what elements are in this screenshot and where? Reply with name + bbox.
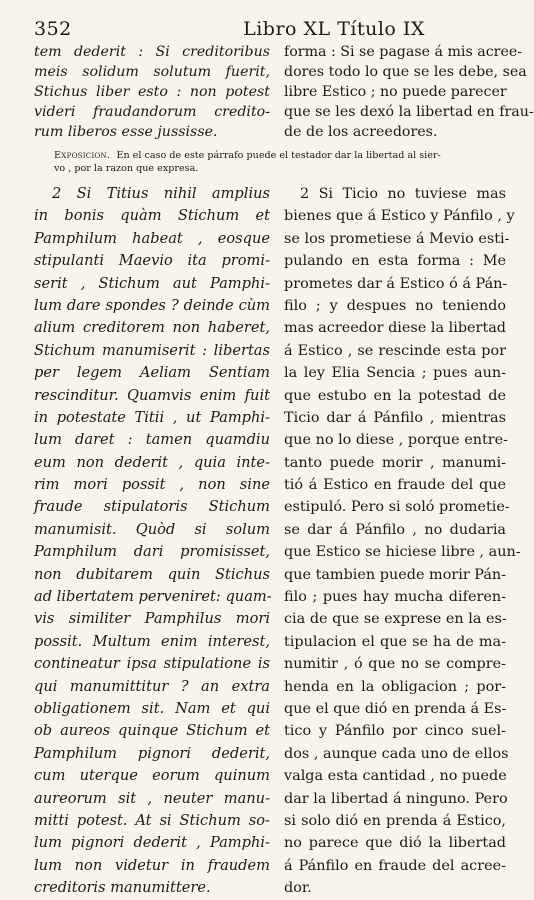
spanish-line: mas acreedor diese la libertad (284, 320, 507, 337)
latin-line: ob aureos quinque Stichum et (34, 722, 270, 740)
spanish-line: bienes que á Estico y Pánfilo , y (284, 208, 515, 225)
spanish-line: estipuló. Pero si soló prometie- (284, 499, 510, 516)
latin-line: Pamphilum habeat , eosque (34, 229, 270, 247)
spanish-text-continued (284, 42, 534, 142)
exposition-label: Exposicion. (54, 150, 111, 161)
spanish-line: que estubo en la potestad de (284, 387, 506, 404)
latin-line: 2 Si Titius nihil amplius (52, 185, 270, 202)
page-number: 352 (34, 18, 72, 40)
spanish-line: dor. (284, 880, 312, 897)
spanish-line: que Estico se hiciese libre , aun- (284, 544, 521, 561)
latin-line: lum pignori dederit , Pamphi- (34, 834, 270, 852)
latin-line: videri fraudandorum credito- (34, 104, 270, 120)
spanish-line: que el que dió en prenda á Es- (284, 700, 507, 717)
latin-line: cum uterque eorum quinum (34, 767, 270, 785)
latin-line: Pamphilum pignori dederit, (34, 744, 270, 762)
latin-line: contineatur ipsa stipulatione is (34, 655, 270, 673)
latin-line: alium creditorem non haberet, (34, 319, 270, 337)
spanish-line: filo ; y despues no teniendo (284, 297, 506, 314)
spanish-line: prometes dar á Estico ó á Pán- (284, 275, 508, 292)
spanish-line: se dar á Pánfilo , no dudaria (284, 521, 506, 538)
spanish-line: que tambien puede morir Pán- (284, 566, 507, 583)
spanish-line: numitir , ó que no se compre- (284, 656, 506, 673)
spanish-line: tanto puede morir , manumi- (284, 454, 506, 471)
latin-line: lum daret : tamen quamdiu (34, 431, 270, 449)
spanish-line: la ley Elia Sencia ; pues aun- (284, 365, 506, 382)
latin-line: lum non videtur in fraudem (34, 856, 270, 874)
spanish-line: dores todo lo que se les debe, sea (284, 64, 527, 80)
spanish-line: se los prometiese á Mevio esti- (284, 230, 510, 247)
latin-line: lum dare spondes ? deinde cùm (34, 296, 270, 314)
spanish-line: á Pánfilo en fraude del acree- (284, 857, 506, 874)
latin-line: obligationem sit. Nam et qui (34, 699, 270, 717)
latin-line: aureorum sit , neuter manu- (34, 789, 270, 807)
spanish-line: no parece que dió la libertad (284, 835, 506, 852)
spanish-line: forma : Si se pagase á mis acree- (284, 44, 523, 60)
spanish-line: filo ; pues hay mucha diferen- (284, 589, 506, 606)
latin-line: tem dederit : Si creditoribus (34, 44, 270, 60)
spanish-line: que no lo diese , porque entre- (284, 432, 509, 449)
latin-line: ad libertatem perveniret: quam- (34, 588, 272, 606)
latin-line: eum non dederit , quia inte- (34, 453, 270, 471)
spanish-line: que se les dexó la libertad en frau- (284, 104, 534, 120)
latin-line: serit , Stichum aut Pamphi- (34, 274, 270, 292)
latin-line: qui manumittitur ? an extra (34, 677, 270, 695)
exposition-text: En el caso de este párrafo puede el testador dar la libertad al sier- (116, 150, 441, 161)
latin-line: creditoris manumittere. (34, 879, 211, 897)
latin-line: rescinditur. Quamvis enim fuit (34, 386, 270, 404)
exposition-line: vo , por la razon que expresa. (54, 163, 199, 174)
page-header (34, 18, 504, 42)
latin-line: fraude stipulatoris Stichum (34, 498, 270, 516)
latin-paragraph-2 (34, 183, 270, 900)
spanish-line: henda en la obligacion ; por- (284, 678, 506, 695)
running-title: Libro XL Título IX (243, 18, 425, 40)
spanish-line: de de los acreedores. (284, 124, 438, 140)
spanish-line: si solo dió en prenda á Estico, (284, 812, 506, 829)
latin-text-continued (34, 42, 270, 142)
latin-line: manumisit. Quòd si solum (34, 520, 270, 538)
spanish-line: libre Estico ; no puede parecer (284, 84, 507, 100)
spanish-line: cia de que se exprese en la es- (284, 611, 507, 628)
latin-line: rum liberos esse jussisse. (34, 124, 218, 140)
spanish-line: pulando en esta forma : Me (284, 253, 506, 270)
spanish-line: tico y Pánfilo por cinco suel- (284, 723, 506, 740)
spanish-line: valga esta cantidad , no puede (284, 768, 507, 785)
latin-line: per legem Aeliam Sentiam (34, 364, 270, 382)
spanish-line: 2 Si Ticio no tuviese mas (300, 186, 506, 202)
latin-line: rim mori possit , non sine (34, 476, 270, 494)
latin-line: possit. Multum enim interest, (34, 632, 270, 650)
latin-line: Pamphilum dari promisisset, (34, 543, 270, 561)
spanish-line: Ticio dar á Pánfilo , mientras (284, 409, 506, 426)
spanish-paragraph-2 (284, 183, 521, 900)
exposition-note (54, 149, 510, 175)
spanish-line: á Estico , se rescinde esta por (284, 342, 506, 359)
latin-line: in bonis quàm Stichum et (34, 207, 270, 225)
latin-line: vis similiter Pamphilus mori (34, 610, 270, 628)
latin-line: Stichum manumiserit : libertas (34, 341, 270, 359)
latin-line: mitti potest. At si Stichum so- (34, 811, 270, 829)
latin-line: Stichus liber esto : non potest (34, 84, 270, 100)
latin-line: meis solidum solutum fuerit, (34, 64, 270, 80)
latin-line: non dubitarem quin Stichus (34, 565, 270, 583)
spanish-line: tió á Estico en fraude del que (284, 477, 506, 494)
spanish-line: tipulacion el que se ha de ma- (284, 633, 506, 650)
exposition-line (54, 149, 510, 162)
latin-line: stipulanti Maevio ita promi- (34, 252, 270, 270)
spanish-line: dos , aunque cada uno de ellos (284, 745, 509, 762)
latin-line: in potestate Titii , ut Pamphi- (34, 408, 270, 426)
spanish-line: dar la libertad á ninguno. Pero (284, 790, 508, 807)
